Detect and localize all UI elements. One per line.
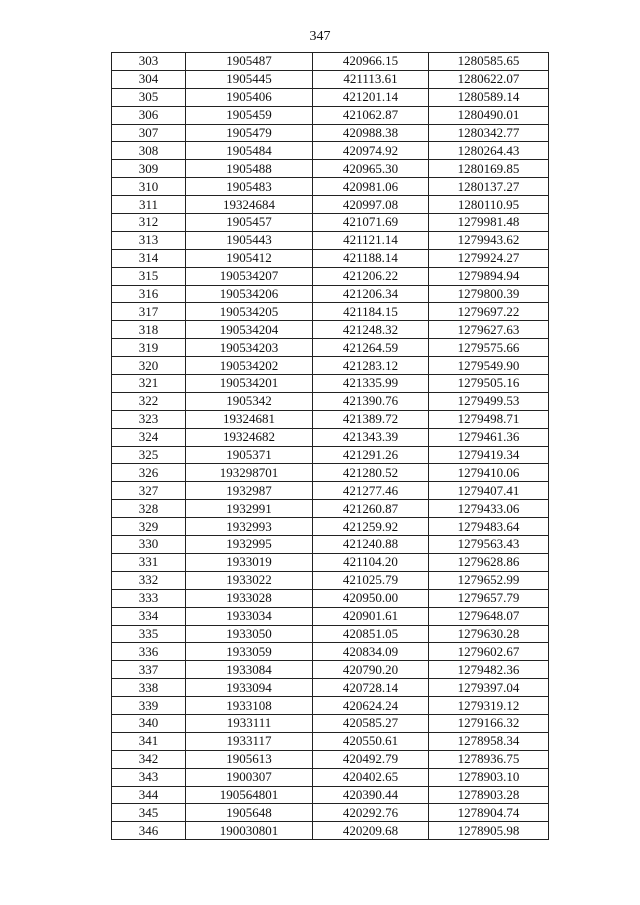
y-coordinate-cell: 1279630.28 [429, 625, 549, 643]
table-row [112, 750, 549, 768]
x-coordinate-cell: 420585.27 [313, 714, 429, 732]
row-number-cell: 337 [112, 661, 186, 679]
y-coordinate-cell: 1279482.36 [429, 661, 549, 679]
x-coordinate-cell: 421071.69 [313, 214, 429, 232]
row-number-cell: 338 [112, 679, 186, 697]
y-coordinate-cell: 1279563.43 [429, 536, 549, 554]
row-number-cell: 320 [112, 357, 186, 375]
point-id-cell: 190564801 [186, 786, 313, 804]
x-coordinate-cell: 421121.14 [313, 231, 429, 249]
x-coordinate-cell: 420988.38 [313, 124, 429, 142]
table-row [112, 822, 549, 840]
point-id-cell: 190030801 [186, 822, 313, 840]
table-row [112, 607, 549, 625]
y-coordinate-cell: 1280622.07 [429, 70, 549, 88]
table-row [112, 589, 549, 607]
point-id-cell: 1905613 [186, 750, 313, 768]
row-number-cell: 333 [112, 589, 186, 607]
table-row [112, 196, 549, 214]
row-number-cell: 305 [112, 88, 186, 106]
point-id-cell: 1905406 [186, 88, 313, 106]
point-id-cell: 1905648 [186, 804, 313, 822]
y-coordinate-cell: 1279319.12 [429, 697, 549, 715]
y-coordinate-cell: 1279575.66 [429, 339, 549, 357]
x-coordinate-cell: 420901.61 [313, 607, 429, 625]
x-coordinate-cell: 420209.68 [313, 822, 429, 840]
row-number-cell: 319 [112, 339, 186, 357]
y-coordinate-cell: 1279498.71 [429, 410, 549, 428]
y-coordinate-cell: 1279461.36 [429, 428, 549, 446]
y-coordinate-cell: 1279924.27 [429, 249, 549, 267]
y-coordinate-cell: 1279981.48 [429, 214, 549, 232]
row-number-cell: 307 [112, 124, 186, 142]
x-coordinate-cell: 420402.65 [313, 768, 429, 786]
x-coordinate-cell: 420965.30 [313, 160, 429, 178]
point-id-cell: 1933094 [186, 679, 313, 697]
y-coordinate-cell: 1279410.06 [429, 464, 549, 482]
y-coordinate-cell: 1279800.39 [429, 285, 549, 303]
x-coordinate-cell: 421280.52 [313, 464, 429, 482]
table-row [112, 70, 549, 88]
point-id-cell: 1933111 [186, 714, 313, 732]
x-coordinate-cell: 420981.06 [313, 178, 429, 196]
y-coordinate-cell: 1279602.67 [429, 643, 549, 661]
row-number-cell: 315 [112, 267, 186, 285]
y-coordinate-cell: 1279166.32 [429, 714, 549, 732]
x-coordinate-cell: 421206.34 [313, 285, 429, 303]
row-number-cell: 303 [112, 53, 186, 71]
row-number-cell: 313 [112, 231, 186, 249]
point-id-cell: 1905488 [186, 160, 313, 178]
point-id-cell: 1905459 [186, 106, 313, 124]
row-number-cell: 310 [112, 178, 186, 196]
table-row [112, 500, 549, 518]
point-id-cell: 19324684 [186, 196, 313, 214]
table-row [112, 88, 549, 106]
point-id-cell: 1933034 [186, 607, 313, 625]
row-number-cell: 344 [112, 786, 186, 804]
table-row [112, 178, 549, 196]
y-coordinate-cell: 1280264.43 [429, 142, 549, 160]
y-coordinate-cell: 1279499.53 [429, 392, 549, 410]
x-coordinate-cell: 421240.88 [313, 536, 429, 554]
y-coordinate-cell: 1279628.86 [429, 553, 549, 571]
row-number-cell: 334 [112, 607, 186, 625]
row-number-cell: 336 [112, 643, 186, 661]
row-number-cell: 306 [112, 106, 186, 124]
point-id-cell: 1932993 [186, 518, 313, 536]
point-id-cell: 190534207 [186, 267, 313, 285]
point-id-cell: 1933028 [186, 589, 313, 607]
table-row [112, 768, 549, 786]
y-coordinate-cell: 1280589.14 [429, 88, 549, 106]
x-coordinate-cell: 421201.14 [313, 88, 429, 106]
table-row [112, 410, 549, 428]
point-id-cell: 1932995 [186, 536, 313, 554]
row-number-cell: 311 [112, 196, 186, 214]
point-id-cell: 1905483 [186, 178, 313, 196]
x-coordinate-cell: 420950.00 [313, 589, 429, 607]
y-coordinate-cell: 1279697.22 [429, 303, 549, 321]
x-coordinate-cell: 421248.32 [313, 321, 429, 339]
y-coordinate-cell: 1279505.16 [429, 375, 549, 393]
y-coordinate-cell: 1280342.77 [429, 124, 549, 142]
table-row [112, 267, 549, 285]
y-coordinate-cell: 1278958.34 [429, 732, 549, 750]
row-number-cell: 332 [112, 571, 186, 589]
x-coordinate-cell: 420492.79 [313, 750, 429, 768]
table-row [112, 697, 549, 715]
x-coordinate-cell: 421184.15 [313, 303, 429, 321]
x-coordinate-cell: 421206.22 [313, 267, 429, 285]
row-number-cell: 318 [112, 321, 186, 339]
row-number-cell: 317 [112, 303, 186, 321]
row-number-cell: 314 [112, 249, 186, 267]
point-id-cell: 1933019 [186, 553, 313, 571]
row-number-cell: 326 [112, 464, 186, 482]
point-id-cell: 1900307 [186, 768, 313, 786]
point-id-cell: 1933108 [186, 697, 313, 715]
point-id-cell: 1933050 [186, 625, 313, 643]
table-row [112, 643, 549, 661]
row-number-cell: 345 [112, 804, 186, 822]
point-id-cell: 1905484 [186, 142, 313, 160]
row-number-cell: 325 [112, 446, 186, 464]
table-row [112, 518, 549, 536]
table-row [112, 428, 549, 446]
row-number-cell: 327 [112, 482, 186, 500]
point-id-cell: 190534201 [186, 375, 313, 393]
x-coordinate-cell: 420728.14 [313, 679, 429, 697]
x-coordinate-cell: 420974.92 [313, 142, 429, 160]
row-number-cell: 346 [112, 822, 186, 840]
x-coordinate-cell: 420292.76 [313, 804, 429, 822]
table-row [112, 106, 549, 124]
y-coordinate-cell: 1279419.34 [429, 446, 549, 464]
y-coordinate-cell: 1279657.79 [429, 589, 549, 607]
x-coordinate-cell: 421188.14 [313, 249, 429, 267]
row-number-cell: 339 [112, 697, 186, 715]
row-number-cell: 331 [112, 553, 186, 571]
x-coordinate-cell: 421260.87 [313, 500, 429, 518]
point-id-cell: 1905412 [186, 249, 313, 267]
row-number-cell: 323 [112, 410, 186, 428]
point-id-cell: 1905479 [186, 124, 313, 142]
row-number-cell: 322 [112, 392, 186, 410]
point-id-cell: 190534206 [186, 285, 313, 303]
table-row [112, 339, 549, 357]
y-coordinate-cell: 1279549.90 [429, 357, 549, 375]
y-coordinate-cell: 1279943.62 [429, 231, 549, 249]
table-row [112, 142, 549, 160]
x-coordinate-cell: 421259.92 [313, 518, 429, 536]
point-id-cell: 1905371 [186, 446, 313, 464]
x-coordinate-cell: 420790.20 [313, 661, 429, 679]
x-coordinate-cell: 421025.79 [313, 571, 429, 589]
point-id-cell: 19324681 [186, 410, 313, 428]
point-id-cell: 19324682 [186, 428, 313, 446]
y-coordinate-cell: 1280110.95 [429, 196, 549, 214]
point-id-cell: 1905443 [186, 231, 313, 249]
row-number-cell: 312 [112, 214, 186, 232]
y-coordinate-cell: 1279397.04 [429, 679, 549, 697]
y-coordinate-cell: 1279407.41 [429, 482, 549, 500]
table-row [112, 464, 549, 482]
x-coordinate-cell: 421343.39 [313, 428, 429, 446]
y-coordinate-cell: 1279894.94 [429, 267, 549, 285]
x-coordinate-cell: 420834.09 [313, 643, 429, 661]
point-id-cell: 190534202 [186, 357, 313, 375]
point-id-cell: 1905445 [186, 70, 313, 88]
point-id-cell: 190534203 [186, 339, 313, 357]
y-coordinate-cell: 1278903.10 [429, 768, 549, 786]
table-row [112, 625, 549, 643]
point-id-cell: 190534205 [186, 303, 313, 321]
table-row [112, 392, 549, 410]
row-number-cell: 329 [112, 518, 186, 536]
x-coordinate-cell: 420997.08 [313, 196, 429, 214]
table-row [112, 231, 549, 249]
x-coordinate-cell: 421283.12 [313, 357, 429, 375]
table-row [112, 679, 549, 697]
row-number-cell: 304 [112, 70, 186, 88]
y-coordinate-cell: 1278904.74 [429, 804, 549, 822]
row-number-cell: 335 [112, 625, 186, 643]
x-coordinate-cell: 421335.99 [313, 375, 429, 393]
table-row [112, 321, 549, 339]
point-id-cell: 1933084 [186, 661, 313, 679]
table-row [112, 571, 549, 589]
row-number-cell: 309 [112, 160, 186, 178]
point-id-cell: 1933117 [186, 732, 313, 750]
y-coordinate-cell: 1280169.85 [429, 160, 549, 178]
point-id-cell: 1933022 [186, 571, 313, 589]
table-row [112, 446, 549, 464]
x-coordinate-cell: 421264.59 [313, 339, 429, 357]
point-id-cell: 190534204 [186, 321, 313, 339]
table-row [112, 303, 549, 321]
y-coordinate-cell: 1280585.65 [429, 53, 549, 71]
y-coordinate-cell: 1278905.98 [429, 822, 549, 840]
x-coordinate-cell: 421062.87 [313, 106, 429, 124]
table-row [112, 804, 549, 822]
table-row [112, 160, 549, 178]
y-coordinate-cell: 1279648.07 [429, 607, 549, 625]
page-number: 347 [309, 29, 331, 44]
x-coordinate-cell: 421113.61 [313, 70, 429, 88]
table-row [112, 786, 549, 804]
point-id-cell: 1905342 [186, 392, 313, 410]
row-number-cell: 330 [112, 536, 186, 554]
x-coordinate-cell: 420550.61 [313, 732, 429, 750]
x-coordinate-cell: 421389.72 [313, 410, 429, 428]
row-number-cell: 316 [112, 285, 186, 303]
x-coordinate-cell: 420624.24 [313, 697, 429, 715]
table-row [112, 285, 549, 303]
table-row [112, 249, 549, 267]
row-number-cell: 321 [112, 375, 186, 393]
table-row [112, 375, 549, 393]
table-row [112, 732, 549, 750]
row-number-cell: 324 [112, 428, 186, 446]
table-row [112, 53, 549, 71]
point-id-cell: 1932987 [186, 482, 313, 500]
y-coordinate-cell: 1279483.64 [429, 518, 549, 536]
x-coordinate-cell: 420851.05 [313, 625, 429, 643]
x-coordinate-cell: 421390.76 [313, 392, 429, 410]
table-row [112, 482, 549, 500]
x-coordinate-cell: 420390.44 [313, 786, 429, 804]
point-id-cell: 193298701 [186, 464, 313, 482]
y-coordinate-cell: 1278936.75 [429, 750, 549, 768]
table-row [112, 553, 549, 571]
row-number-cell: 308 [112, 142, 186, 160]
y-coordinate-cell: 1280490.01 [429, 106, 549, 124]
table-row [112, 661, 549, 679]
x-coordinate-cell: 421291.26 [313, 446, 429, 464]
row-number-cell: 343 [112, 768, 186, 786]
table-row [112, 357, 549, 375]
row-number-cell: 341 [112, 732, 186, 750]
table-row [112, 124, 549, 142]
row-number-cell: 342 [112, 750, 186, 768]
coordinates-table-body [112, 53, 549, 840]
x-coordinate-cell: 420966.15 [313, 53, 429, 71]
x-coordinate-cell: 421104.20 [313, 553, 429, 571]
point-id-cell: 1932991 [186, 500, 313, 518]
point-id-cell: 1905457 [186, 214, 313, 232]
table-row [112, 714, 549, 732]
table-row [112, 214, 549, 232]
point-id-cell: 1905487 [186, 53, 313, 71]
y-coordinate-cell: 1279433.06 [429, 500, 549, 518]
y-coordinate-cell: 1279627.63 [429, 321, 549, 339]
y-coordinate-cell: 1280137.27 [429, 178, 549, 196]
row-number-cell: 328 [112, 500, 186, 518]
table-row [112, 536, 549, 554]
y-coordinate-cell: 1278903.28 [429, 786, 549, 804]
x-coordinate-cell: 421277.46 [313, 482, 429, 500]
row-number-cell: 340 [112, 714, 186, 732]
coordinates-table [111, 52, 549, 840]
point-id-cell: 1933059 [186, 643, 313, 661]
y-coordinate-cell: 1279652.99 [429, 571, 549, 589]
